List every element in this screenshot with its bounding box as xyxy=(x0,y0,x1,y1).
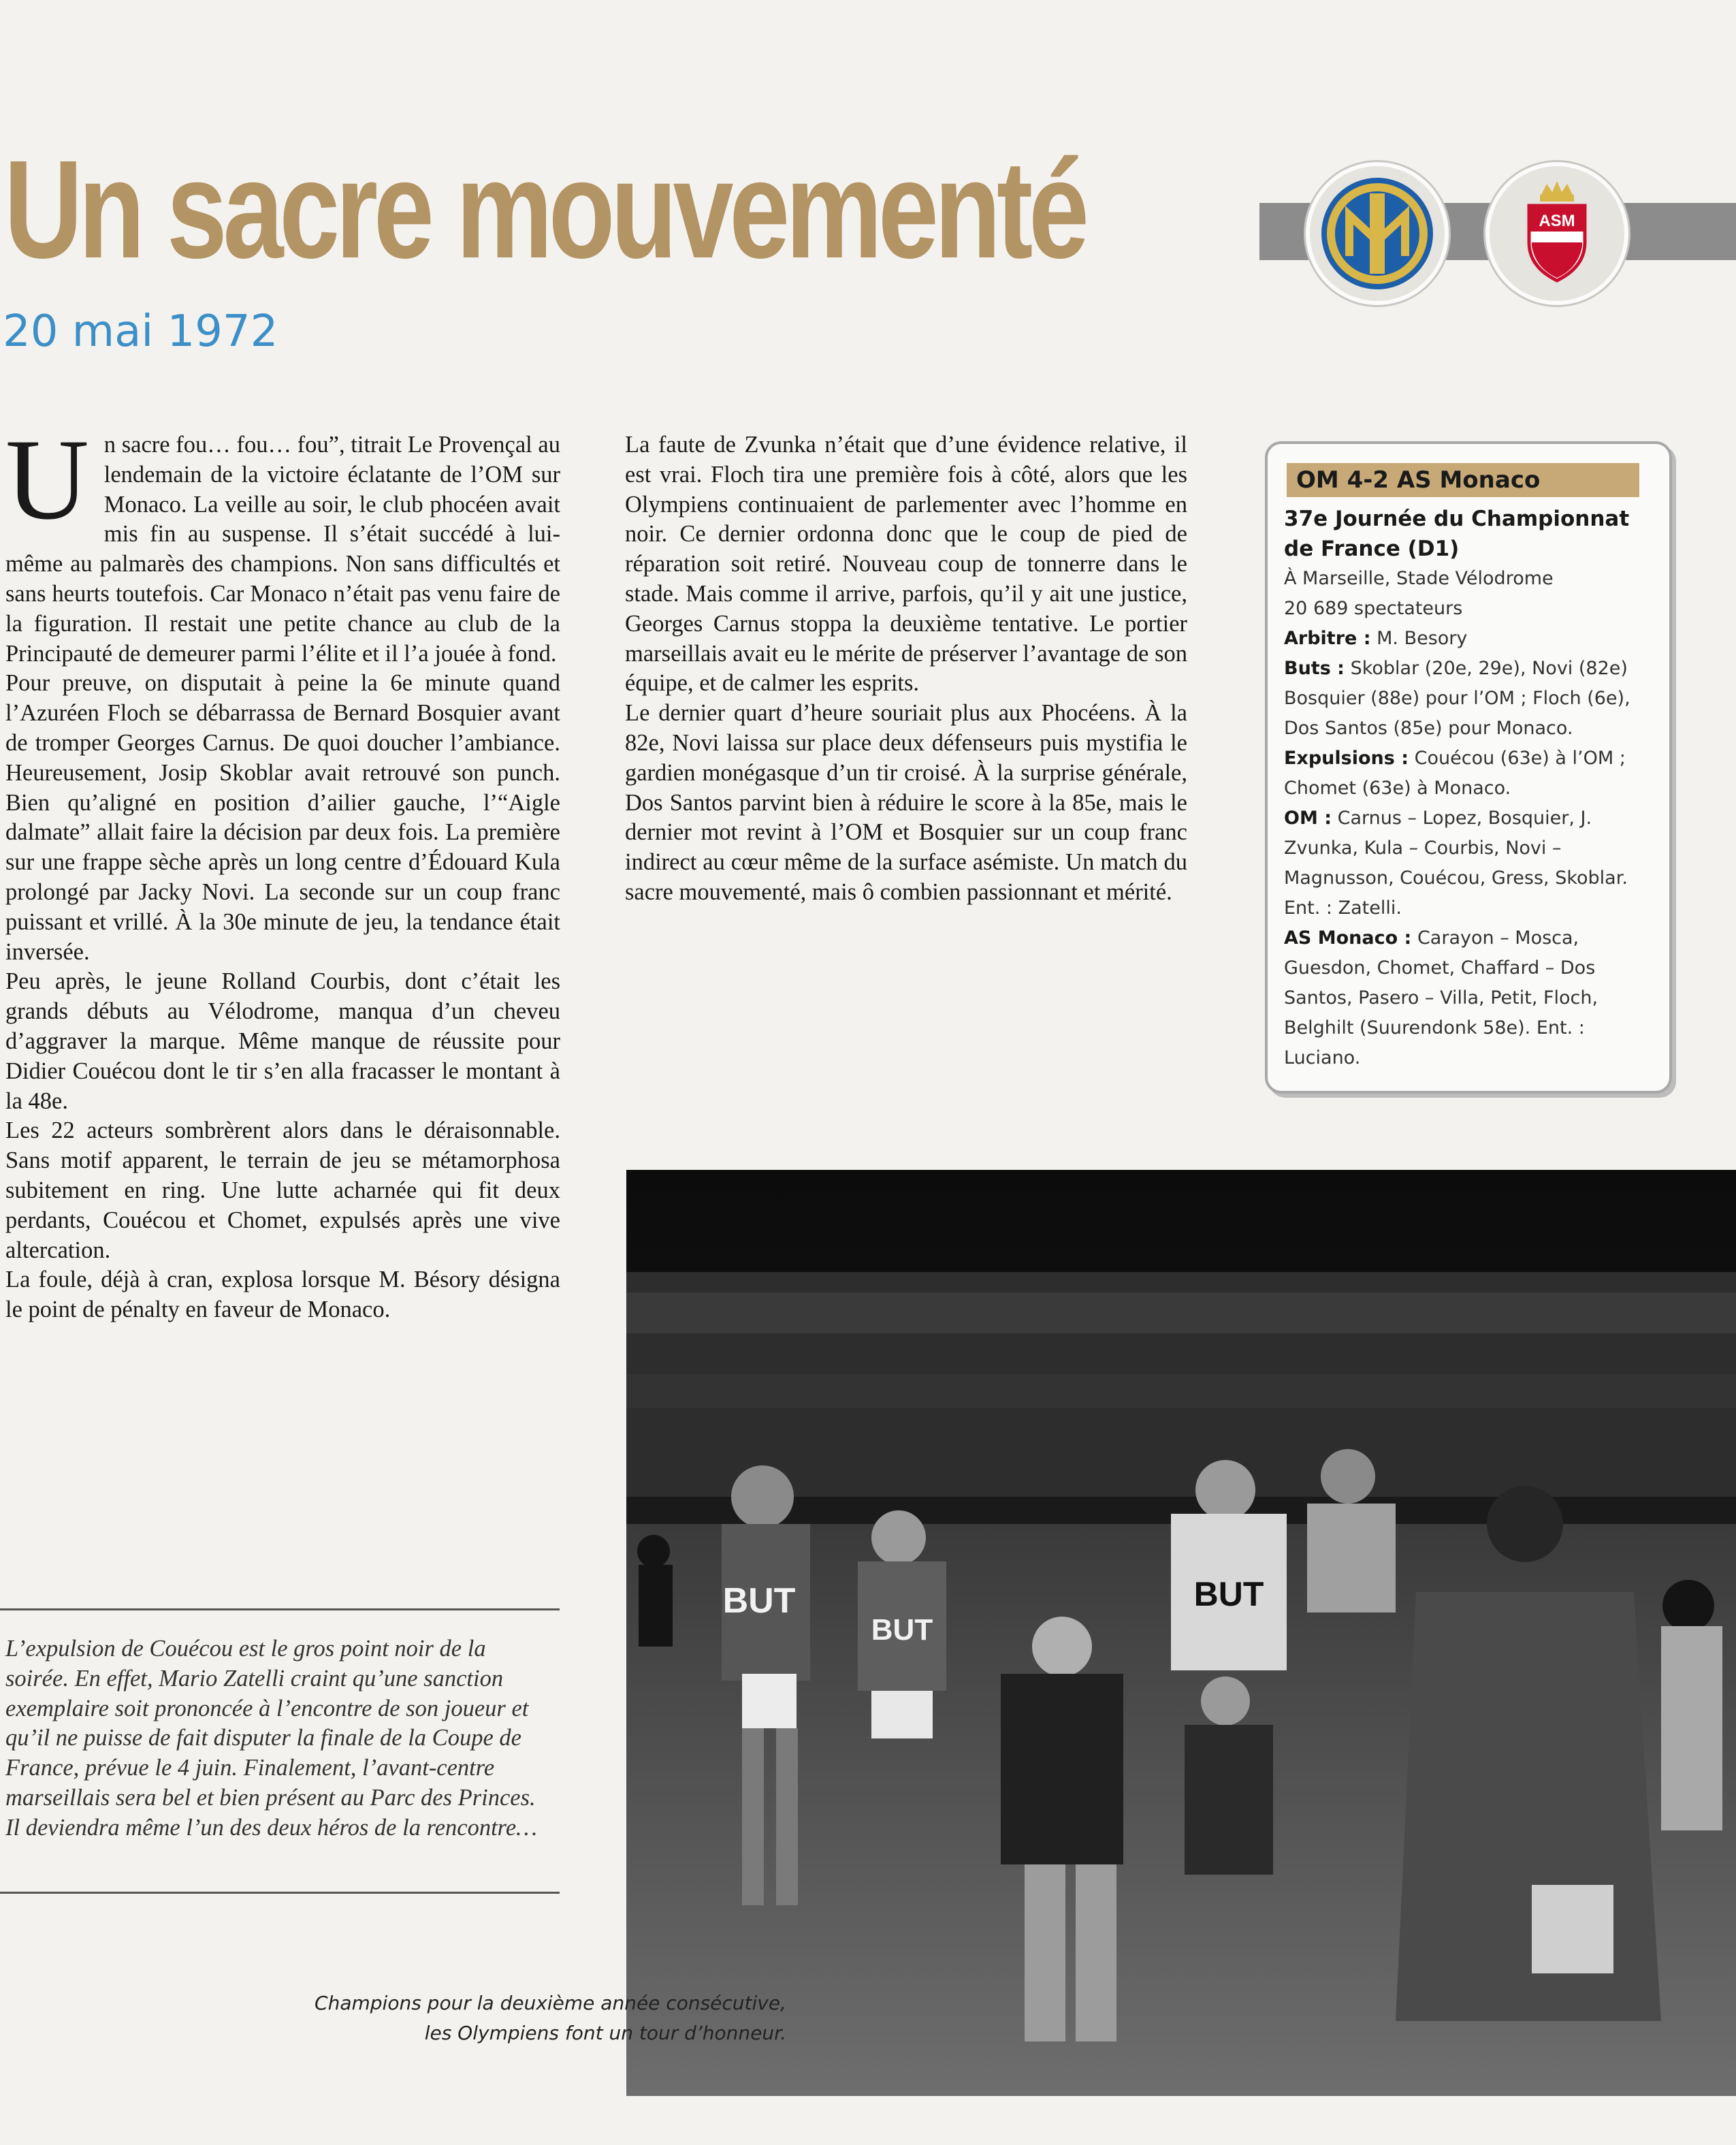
match-info-box xyxy=(1265,441,1672,1094)
expulsions-label: Expulsions : xyxy=(1284,748,1409,769)
om-club-badge xyxy=(1306,162,1449,305)
asm-lineup-text: Carayon – Mosca, Guesdon, Chomet, Chaffard – Dos Santos, Pasero – Villa, Petit, Floch, Belghilt (Suurendonk 58e). Ent. : Luciano. xyxy=(1284,927,1598,1068)
col2-paragraph-2: Le dernier quart d’heure souriait plus aux Phocéens. À la 82e, Novi laissa sur place deux défenseurs puis mystifia le gardien monégasque d’un tir croisé. À la surprise générale, Dos Santos parvint bien à réduire le score à la 85e, mais le dernier mot revint à l’OM et Bosquier sur un coup franc indirect au cœur même de la surface asémiste. Un match du sacre mouvementé, mais ô combien passionnant et mérité. xyxy=(625,700,1187,905)
asm-club-badge xyxy=(1485,162,1628,305)
match-goals-row xyxy=(1284,654,1652,744)
expulsions-text: Couécou (63e) à l’OM ; Chomet (63e) à Monaco. xyxy=(1284,748,1626,799)
match-details xyxy=(1284,504,1652,1073)
match-expulsions-row xyxy=(1284,744,1652,804)
quote-bottom-rule xyxy=(0,1892,560,1894)
shirt-text-1: BUT xyxy=(722,1581,796,1621)
asm-lineup-label: AS Monaco : xyxy=(1284,927,1412,949)
match-round: 37e Journée du Championnat de France (D1) xyxy=(1284,507,1630,561)
article-date: 20 mai 1972 xyxy=(3,306,278,357)
quote-top-rule xyxy=(0,1608,560,1610)
photo-illustration xyxy=(626,1170,1736,2096)
match-score-header: OM 4-2 AS Monaco xyxy=(1287,463,1639,497)
referee-name: M. Besory xyxy=(1377,628,1468,649)
col1-paragraph-2: Pour preuve, on disputait à peine la 6e minute quand l’Azuréen Floch se débarrassa de Bernard Bosquier avant de tromper Georges Carnus. De quoi doucher l’ambiance. Heureusement, Josip Skoblar avait retrouvé son punch. Bien qu’aligné en position d’ailier gauche, l’“Aigle dalmate” allait faire la décision par deux fois. La première sur une frappe sèche après un long centre d’Édouard Kula prolongé par Jacky Novi. La seconde sur un coup franc puissant et vrillé. À la 30e minute de jeu, la tendance était inversée. xyxy=(5,670,560,965)
col1-paragraph-1: n sacre fou… fou… fou”, titrait Le Provençal au lendemain de la victoire éclatante de l’OM sur Monaco. La veille au soir, le club phocéen avait mis fin au suspense. Il s’était succédé à lui-même au palmarès des champions. Non sans difficultés et sans heurts toutefois. Car Monaco n’était pas venu faire de la figuration. Il restait une petite chance au club de la Principauté de demeurer parmi l’élite et il l’a jouée à fond. xyxy=(5,432,560,667)
match-venue: À Marseille, Stade Vélodrome xyxy=(1284,568,1554,589)
caption-line-2: les Olympiens font un tour d’honneur. xyxy=(424,2022,786,2044)
col1-paragraph-4: Les 22 acteurs sombrèrent alors dans le déraisonnable. Sans motif apparent, le terrain de jeu se métamorphosa subitement en ring. Une lutte acharnée qui fit deux perdants, Couécou et Chomet, expulsés après une vive altercation. xyxy=(5,1117,560,1263)
asm-lineup-row xyxy=(1284,923,1652,1073)
drop-cap: U xyxy=(5,415,89,543)
om-lineup-label: OM : xyxy=(1284,808,1332,829)
col1-paragraph-3: Peu après, le jeune Rolland Courbis, dont c’était les grands débuts au Vélodrome, manqua d’un cheveu d’aggraver la marque. Même manque de réussite pour Didier Couécou dont le tir s’en alla fracasser le montant à la 48e. xyxy=(5,968,560,1114)
celebration-photo xyxy=(626,1170,1736,2096)
asm-crest-letters: ASM xyxy=(1539,212,1575,230)
photo-caption xyxy=(204,1988,786,2048)
om-crest-icon xyxy=(1310,166,1445,301)
referee-label: Arbitre : xyxy=(1284,628,1371,649)
col2-paragraph-1: La faute de Zvunka n’était que d’une évidence relative, il est vrai. Floch tira une première fois à côté, alors que les Olympiens continuaient de parlementer avec l’homme en noir. Ce dernier ordonna donc que le coup de pied de réparation soit retiré. Nouveau coup de tonnerre dans le stade. Mais comme il arrive, parfois, qu’il y ait une justice, Georges Carnus stoppa la deuxième tentative. Le portier marseillais avait eu le mérite de préserver l’avantage de son équipe, et de calmer les esprits. xyxy=(625,432,1187,697)
goals-label: Buts : xyxy=(1284,658,1345,679)
asm-crest-icon xyxy=(1490,166,1624,301)
article-column-2 xyxy=(625,430,1187,908)
om-lineup-text: Carnus – Lopez, Bosquier, J. Zvunka, Kula – Courbis, Novi – Magnusson, Couécou, Gress, Skoblar. Ent. : Zatelli. xyxy=(1284,808,1628,919)
pull-quote: L’expulsion de Couécou est le gros point noir de la soirée. En effet, Mario Zatelli craint qu’une sanction exemplaire soit prononcée à l’encontre de son joueur et qu’il ne puisse de fait disputer la finale de la Coupe de France, prévue le 4 juin. Finalement, l’avant-centre marseillais sera bel et bien présent au Parc des Princes. Il deviendra même l’un des deux héros de la rencontre… xyxy=(5,1636,537,1841)
page-title: Un sacre mouvementé xyxy=(4,131,1085,287)
col1-paragraph-5: La foule, déjà à cran, explosa lorsque M. Bésory désigna le point de pénalty en faveur de Monaco. xyxy=(5,1267,560,1323)
goals-text: Skoblar (20e, 29e), Novi (82e) Bosquier (88e) pour l’OM ; Floch (6e), Dos Santos (85e) pour Monaco. xyxy=(1284,658,1630,739)
article-column-1 xyxy=(5,415,560,1325)
match-attendance: 20 689 spectateurs xyxy=(1284,598,1463,619)
shirt-text-2: BUT xyxy=(871,1613,933,1647)
caption-line-1: Champions pour la deuxième année consécutive, xyxy=(315,1992,786,2014)
om-lineup-row xyxy=(1284,804,1652,923)
match-referee-row xyxy=(1284,624,1652,654)
shirt-text-3: BUT xyxy=(1193,1575,1264,1613)
